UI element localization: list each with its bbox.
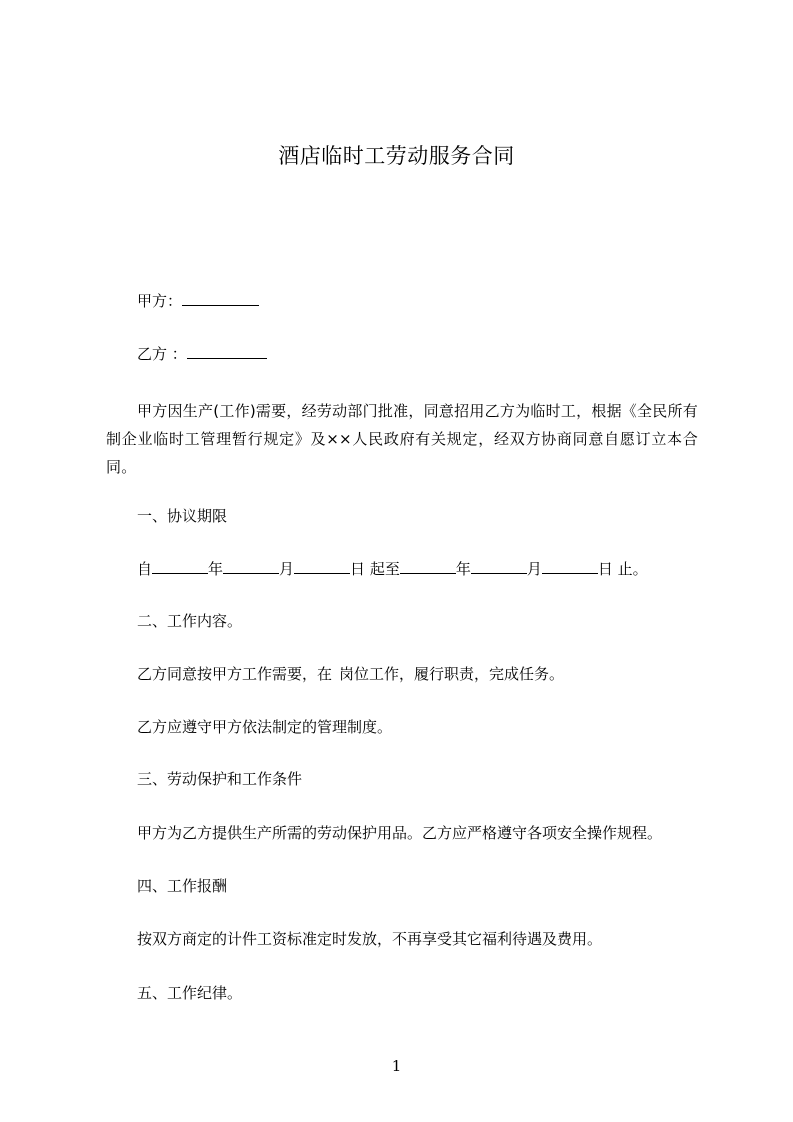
section2-line1 bbox=[137, 663, 564, 685]
party-a-line bbox=[137, 290, 259, 312]
page-number: 1 bbox=[391, 1057, 402, 1075]
start-month-blank bbox=[223, 558, 279, 574]
section3-heading: 三、劳动保护和工作条件 bbox=[137, 770, 303, 788]
year-label: 年 bbox=[455, 560, 471, 578]
section2-line1-b: 岗位工作，履行职责，完成任务。 bbox=[339, 665, 565, 683]
section2-line1-a: 乙方同意按甲方工作需要，在 bbox=[137, 665, 333, 683]
party-b-label: 乙方 ： bbox=[137, 345, 187, 363]
end-year-blank bbox=[400, 558, 456, 574]
term-dates-line bbox=[137, 558, 648, 580]
section1-heading: 一、协议期限 bbox=[137, 507, 228, 525]
section3-body: 甲方为乙方提供生产所需的劳动保护用品。乙方应严格遵守各项安全操作规程。 bbox=[137, 824, 663, 842]
start-day-label: 日 起至 bbox=[350, 560, 400, 578]
party-b-line bbox=[137, 343, 267, 365]
start-year-blank bbox=[152, 558, 208, 574]
section2-heading: 二、工作内容。 bbox=[137, 612, 243, 630]
from-prefix: 自 bbox=[137, 560, 153, 578]
party-a-blank bbox=[182, 290, 259, 306]
month-label: 月 bbox=[526, 560, 542, 578]
end-day-label: 日 止。 bbox=[597, 560, 648, 578]
end-month-blank bbox=[471, 558, 527, 574]
end-day-blank bbox=[542, 558, 598, 574]
intro-paragraph: 甲方因生产(工作)需要，经劳动部门批准，同意招用乙方为临时工，根据《全民所有制企业临时工管理暂行规定》及××人民政府有关规定，经双方协商同意自愿订立本合同。 bbox=[106, 402, 698, 476]
start-day-blank bbox=[294, 558, 350, 574]
section4-body: 按双方商定的计件工资标准定时发放，不再享受其它福利待遇及费用。 bbox=[137, 930, 603, 948]
party-b-blank bbox=[187, 343, 267, 359]
party-a-label: 甲方： bbox=[137, 292, 183, 310]
section4-heading: 四、工作报酬 bbox=[137, 877, 228, 895]
section2-line2: 乙方应遵守甲方依法制定的管理制度。 bbox=[137, 718, 393, 736]
month-label: 月 bbox=[279, 560, 295, 578]
year-label: 年 bbox=[208, 560, 224, 578]
section5-heading: 五、工作纪律。 bbox=[137, 984, 243, 1002]
document-title: 酒店临时工劳动服务合同 bbox=[278, 144, 515, 168]
